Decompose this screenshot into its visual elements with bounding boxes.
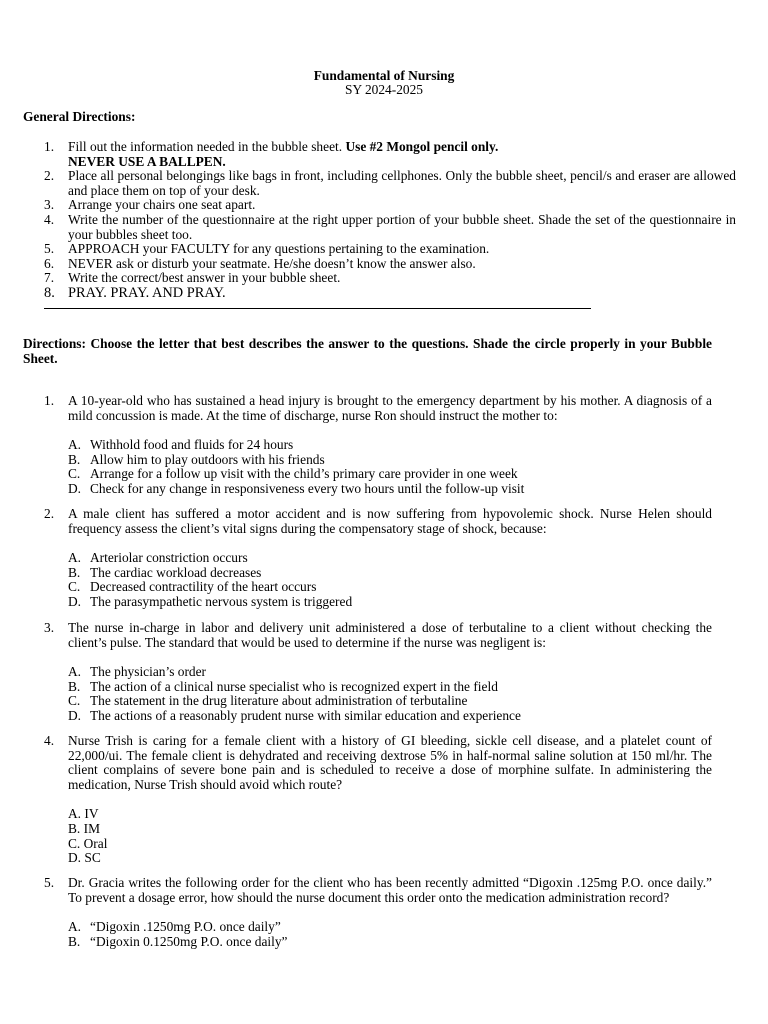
item-number: 1. bbox=[44, 139, 55, 154]
item-number: 7. bbox=[44, 270, 55, 286]
question-1 bbox=[44, 394, 712, 497]
answer-choice bbox=[68, 822, 712, 837]
choice-letter: B. bbox=[68, 564, 81, 580]
choice-text: B. IM bbox=[68, 820, 100, 836]
item-text: PRAY. PRAY. AND PRAY. bbox=[68, 284, 226, 301]
answer-choice bbox=[68, 551, 712, 566]
choice-letter: D. bbox=[68, 593, 82, 609]
question-number: 2. bbox=[44, 506, 55, 521]
answer-choice bbox=[68, 837, 712, 852]
question-number: 4. bbox=[44, 733, 55, 748]
choice-letter: B. bbox=[68, 451, 81, 467]
choice-text: The physician’s order bbox=[90, 664, 207, 680]
choice-letter: C. bbox=[68, 693, 81, 709]
answer-choice bbox=[68, 680, 712, 695]
answer-choice bbox=[68, 580, 712, 595]
question-stem bbox=[44, 394, 712, 423]
answer-choices bbox=[68, 920, 712, 949]
answer-choice bbox=[68, 453, 712, 468]
item-text: APPROACH your FACULTY for any questions pertaining to the examination. bbox=[68, 241, 490, 257]
item-bold-text: Use #2 Mongol pencil only. bbox=[345, 139, 499, 154]
answer-choice bbox=[68, 851, 712, 866]
school-year: SY 2024-2025 bbox=[345, 82, 423, 97]
choice-text: The cardiac workload decreases bbox=[90, 564, 262, 580]
answer-choices bbox=[68, 807, 712, 865]
choice-letter: D. bbox=[68, 707, 82, 723]
choice-text: Arteriolar constriction occurs bbox=[90, 550, 248, 566]
question-number: 5. bbox=[44, 875, 55, 890]
choice-text: “Digoxin 0.1250mg P.O. once daily” bbox=[90, 933, 288, 949]
general-direction-item bbox=[44, 169, 736, 198]
question-number: 1. bbox=[44, 393, 55, 408]
section-divider bbox=[44, 308, 591, 309]
question-stem bbox=[44, 621, 712, 650]
choice-text: A. IV bbox=[68, 806, 99, 822]
choice-text: C. Oral bbox=[68, 835, 108, 851]
answer-choice bbox=[68, 595, 712, 610]
answer-choices bbox=[68, 551, 712, 609]
item-text: Place all personal belongings like bags in front, including cellphones. Only the bubble sheet, pencil/s and eraser are allowed and place them on top of your desk. bbox=[68, 168, 736, 198]
answer-choices bbox=[68, 438, 712, 496]
choice-letter: A. bbox=[68, 550, 82, 566]
question-stem bbox=[44, 507, 712, 536]
choice-letter: B. bbox=[68, 933, 81, 949]
general-directions-list bbox=[44, 140, 736, 301]
question-2 bbox=[44, 507, 712, 610]
choice-text: D. SC bbox=[68, 850, 101, 866]
answer-choice bbox=[68, 467, 712, 482]
question-stem bbox=[44, 876, 712, 905]
choice-text: The actions of a reasonably prudent nurse with similar education and experience bbox=[90, 707, 521, 723]
general-directions-heading: General Directions: bbox=[23, 109, 136, 124]
question-text: Dr. Gracia writes the following order for the client who has been recently admitted “Digoxin .125mg P.O. once daily.” To prevent a dosage error, how should the nurse document this order onto the medication administration record? bbox=[68, 875, 712, 905]
exam-title: Fundamental of Nursing bbox=[313, 68, 455, 83]
item-text: Arrange your chairs one seat apart. bbox=[68, 197, 256, 213]
item-text: Write the correct/best answer in your bubble sheet. bbox=[68, 270, 341, 286]
question-text: Nurse Trish is caring for a female client with a history of GI bleeding, sickle cell disease, and a platelet count of 22,000/ui. The female client is dehydrated and receiving dextrose 5% in half-normal saline solution at 150 ml/hr. The client complains of severe bone pain and is scheduled to receive a dose of morphine sulfate. In administering the medication, Nurse Trish should avoid which route? bbox=[68, 733, 712, 792]
general-direction-item bbox=[44, 140, 736, 169]
choice-letter: C. bbox=[68, 579, 81, 595]
item-text: Fill out the information needed in the bubble sheet. bbox=[68, 139, 346, 154]
question-3 bbox=[44, 621, 712, 724]
general-direction-item bbox=[44, 213, 736, 242]
question-text: A male client has suffered a motor accident and is now suffering from hypovolemic shock. Nurse Helen should frequency assess the client’s vital signs during the compensatory stage of shock, because: bbox=[68, 506, 712, 536]
answer-choices bbox=[68, 665, 712, 723]
general-direction-item bbox=[44, 271, 736, 286]
question-text: The nurse in-charge in labor and delivery unit administered a dose of terbutaline to a client without checking the client’s pulse. The standard that would be used to determine if the nurse was negligent is: bbox=[68, 620, 712, 650]
answer-choice bbox=[68, 694, 712, 709]
item-number: 3. bbox=[44, 197, 55, 213]
question-number: 3. bbox=[44, 620, 55, 635]
choice-text: Arrange for a follow up visit with the child’s primary care provider in one week bbox=[90, 466, 518, 482]
item-number: 4. bbox=[44, 211, 55, 227]
item-number: 5. bbox=[44, 241, 55, 257]
choice-letter: C. bbox=[68, 466, 81, 482]
question-5 bbox=[44, 876, 712, 949]
general-direction-item bbox=[44, 257, 736, 272]
answer-choice bbox=[68, 935, 712, 950]
answer-choice bbox=[68, 566, 712, 581]
test-directions: Directions: Choose the letter that best describes the answer to the questions. Shade the circle properly in your Bubble Sheet. bbox=[23, 336, 712, 366]
question-4 bbox=[44, 734, 712, 866]
general-direction-item bbox=[44, 198, 736, 213]
answer-choice bbox=[68, 438, 712, 453]
item-text: Write the number of the questionnaire at the right upper portion of your bubble sheet. Shade the set of the questionnaire in your bubbles sheet too. bbox=[68, 211, 736, 242]
question-stem bbox=[44, 734, 712, 792]
question-text: A 10-year-old who has sustained a head injury is brought to the emergency department by his mother. A diagnosis of a mild concussion is made. At the time of discharge, nurse Ron should instruct the mother to: bbox=[68, 393, 712, 423]
choice-text: The statement in the drug literature about administration of terbutaline bbox=[90, 693, 468, 709]
choice-text: Withhold food and fluids for 24 hours bbox=[90, 437, 294, 453]
choice-text: The action of a clinical nurse specialist who is recognized expert in the field bbox=[90, 678, 498, 694]
general-direction-item bbox=[44, 242, 736, 257]
choice-letter: D. bbox=[68, 480, 82, 496]
choice-text: Decreased contractility of the heart occurs bbox=[90, 579, 317, 595]
item-number: 8. bbox=[44, 284, 55, 301]
answer-choice bbox=[68, 665, 712, 680]
answer-choice bbox=[68, 709, 712, 724]
item-number: 2. bbox=[44, 168, 55, 184]
choice-text: Check for any change in responsiveness every two hours until the follow-up visit bbox=[90, 480, 525, 496]
answer-choice bbox=[68, 807, 712, 822]
choice-letter: A. bbox=[68, 664, 82, 680]
choice-letter: B. bbox=[68, 678, 81, 694]
choice-letter: A. bbox=[68, 437, 82, 453]
item-number: 6. bbox=[44, 255, 55, 271]
answer-choice bbox=[68, 482, 712, 497]
item-text: NEVER ask or disturb your seatmate. He/she doesn’t know the answer also. bbox=[68, 255, 476, 271]
general-direction-item bbox=[44, 286, 736, 301]
choice-text: Allow him to play outdoors with his friends bbox=[90, 451, 325, 467]
choice-letter: A. bbox=[68, 919, 82, 935]
item-bold-warning: NEVER USE A BALLPEN. bbox=[68, 153, 226, 169]
choice-text: “Digoxin .1250mg P.O. once daily” bbox=[90, 919, 281, 935]
answer-choice bbox=[68, 920, 712, 935]
choice-text: The parasympathetic nervous system is triggered bbox=[90, 593, 353, 609]
